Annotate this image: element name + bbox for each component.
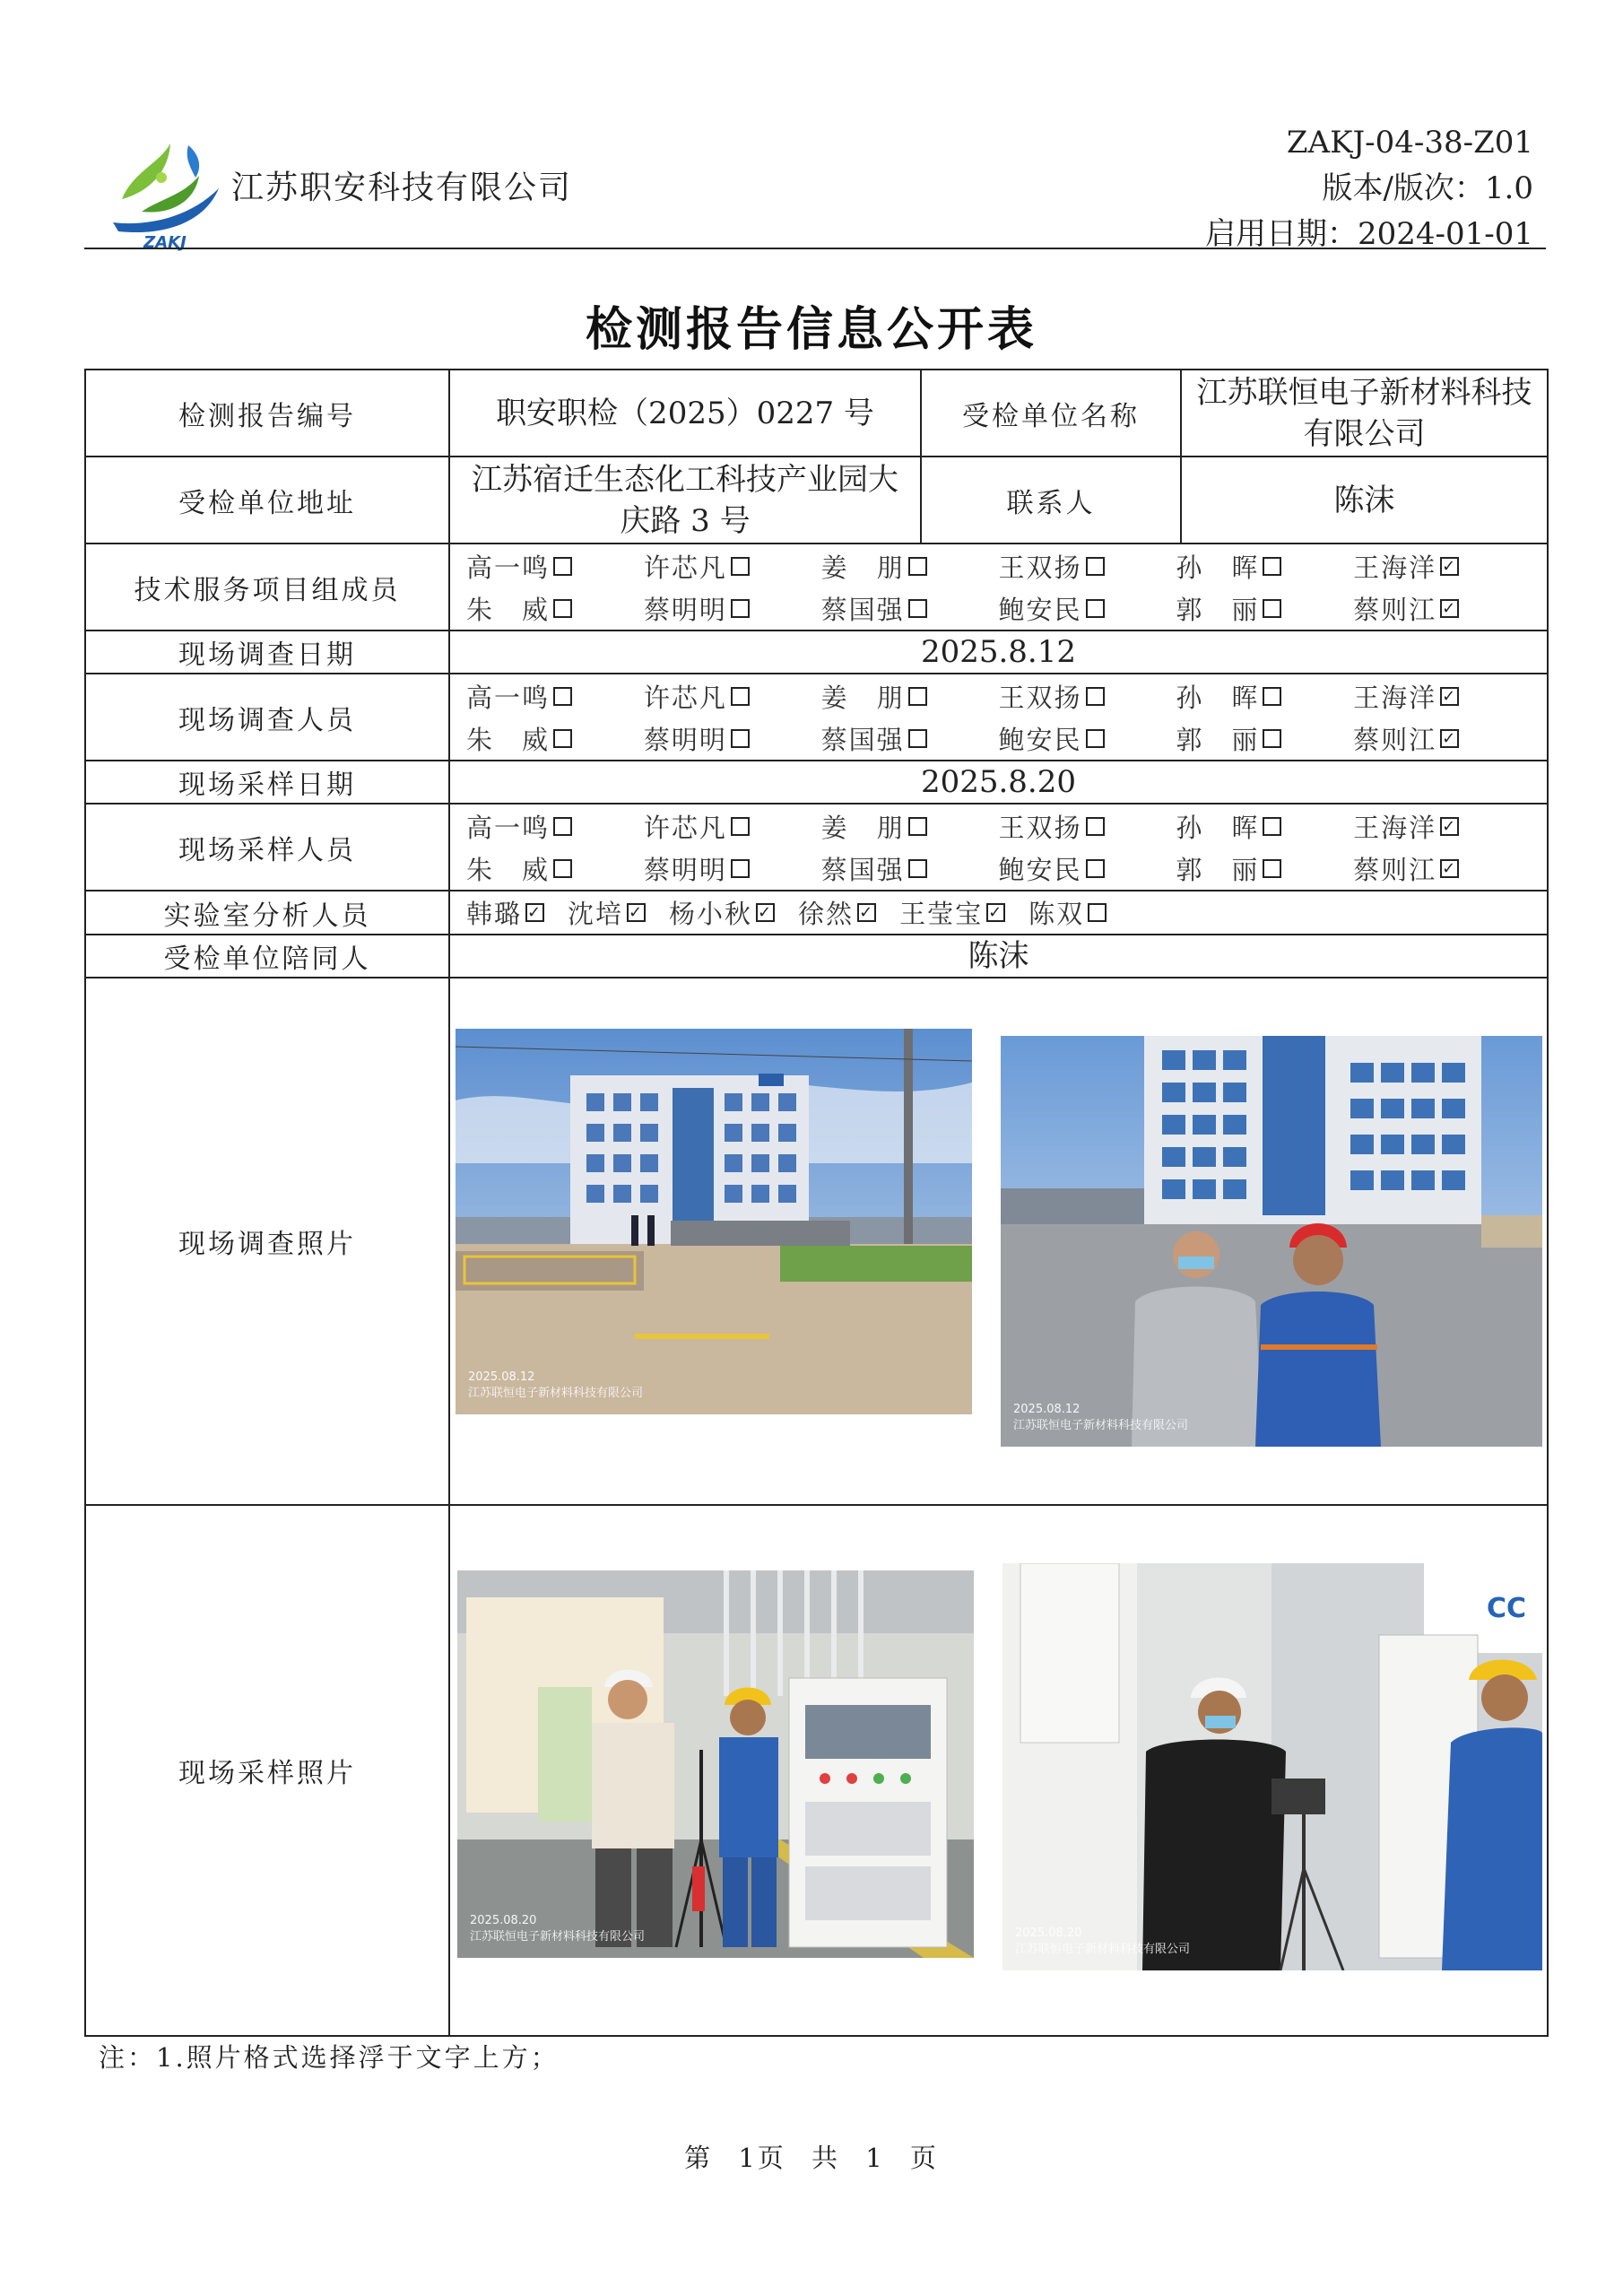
unchecked-box-icon[interactable] (1086, 599, 1105, 618)
person-name: 王双扬 (998, 812, 1082, 843)
person-entry (821, 850, 999, 887)
lab-staff-name: 徐然 (798, 899, 855, 929)
person-entry (1176, 678, 1353, 715)
row-survey-photos (85, 978, 1548, 1505)
unchecked-box-icon[interactable] (1086, 729, 1105, 748)
row-report-no (85, 370, 1548, 457)
person-entry (998, 850, 1176, 887)
checked-box-icon[interactable]: ✓ (1442, 858, 1458, 878)
person-entry (998, 548, 1176, 585)
person-name: 蔡则江 (1353, 854, 1437, 885)
person-entry (1353, 850, 1531, 887)
row-escort (85, 935, 1548, 978)
escort-label: 受检单位陪同人 (85, 935, 449, 978)
lab-staff-entry (669, 894, 775, 931)
person-name: 蔡明明 (643, 724, 727, 755)
sample-photo-closeup-image (1002, 1563, 1542, 1970)
row-survey-staff (85, 674, 1548, 761)
sample-photo-label: 现场采样照片 (85, 1505, 449, 2036)
svg-text:CC: CC (1487, 1593, 1527, 1624)
person-entry (821, 678, 999, 715)
unchecked-box-icon[interactable] (908, 729, 927, 748)
person-name: 鲍安民 (998, 724, 1082, 755)
row-team (85, 544, 1548, 631)
survey-staff (449, 674, 1548, 761)
footer-suffix: 页 (909, 2143, 939, 2173)
person-name: 高一鸣 (466, 682, 551, 713)
page-footer (0, 2138, 1623, 2175)
checked-box-icon[interactable]: ✓ (527, 903, 543, 922)
person-name: 许芯凡 (643, 552, 727, 583)
person-name: 蔡明明 (643, 854, 727, 885)
unit-name-label: 受检单位名称 (921, 370, 1181, 457)
report-no-label: 检测报告编号 (85, 370, 449, 457)
row-sample-date (85, 761, 1548, 804)
person-entry (821, 590, 999, 627)
report-no-value: 职安职检（2025）0227 号 (449, 370, 921, 457)
person-entry (466, 548, 644, 585)
lab-staff-name: 韩璐 (466, 899, 523, 929)
sample-photo-closeup (1002, 1563, 1542, 1970)
person-entry (644, 548, 821, 585)
person-name: 朱 威 (466, 594, 551, 625)
unchecked-box-icon[interactable] (1086, 557, 1105, 576)
person-name: 姜 朋 (820, 812, 905, 843)
person-name: 高一鸣 (466, 552, 551, 583)
person-name: 朱 威 (466, 724, 551, 755)
person-entry (466, 808, 644, 845)
checked-box-icon[interactable]: ✓ (1442, 728, 1458, 748)
survey-date-label: 现场调查日期 (85, 631, 449, 674)
team-label: 技术服务项目组成员 (85, 544, 449, 631)
person-name: 孙 晖 (1176, 552, 1260, 583)
lab-staff-entry (798, 894, 876, 931)
sample-photo-2-stamp: 2025.08.20 江苏联恒电子新材料科技有限公司 (1015, 1926, 1191, 1956)
person-name: 郭 丽 (1176, 594, 1260, 625)
unchecked-box-icon[interactable] (1263, 599, 1281, 618)
person-name: 蔡明明 (643, 594, 727, 625)
person-name: 孙 晖 (1176, 682, 1260, 713)
unchecked-box-icon[interactable] (908, 687, 927, 706)
person-entry (998, 808, 1176, 845)
lab-staff-entry (899, 894, 1005, 931)
person-entry (466, 850, 644, 887)
unit-address-label: 受检单位地址 (85, 457, 449, 544)
sample-staff (449, 804, 1548, 891)
unchecked-box-icon[interactable] (731, 557, 750, 576)
unchecked-box-icon[interactable] (908, 859, 927, 878)
person-entry (466, 590, 644, 627)
checked-box-icon[interactable]: ✓ (1442, 556, 1458, 576)
unchecked-box-icon[interactable] (553, 817, 572, 836)
checked-box-icon[interactable]: ✓ (1442, 686, 1458, 706)
person-name: 蔡则江 (1353, 594, 1437, 625)
person-entry (821, 720, 999, 757)
row-sample-photos (85, 1505, 1548, 2036)
survey-photo-1-stamp: 2025.08.12 江苏联恒电子新材料科技有限公司 (468, 1370, 644, 1400)
unchecked-box-icon[interactable] (553, 557, 572, 576)
lab-staff-name: 杨小秋 (669, 899, 753, 929)
person-name: 蔡则江 (1353, 724, 1437, 755)
person-entry (466, 720, 644, 757)
survey-date-value: 2025.8.12 (449, 631, 1548, 674)
person-name: 鲍安民 (998, 854, 1082, 885)
lab-staff-name: 沈培 (568, 899, 624, 929)
person-entry (1353, 590, 1531, 627)
survey-photo-label: 现场调查照片 (85, 978, 449, 1505)
unchecked-box-icon[interactable] (1088, 903, 1107, 922)
person-entry (1353, 808, 1531, 845)
person-name: 郭 丽 (1176, 724, 1260, 755)
unchecked-box-icon[interactable] (731, 859, 750, 878)
footer-total-pages: 1 (865, 2143, 885, 2173)
person-entry (998, 720, 1176, 757)
svg-text:ZAKJ: ZAKJ (143, 233, 187, 252)
contact-value: 陈沫 (1181, 457, 1548, 544)
person-entry (644, 678, 821, 715)
lab-staff-entry (568, 894, 646, 931)
survey-photo-building-image (456, 1029, 972, 1414)
unchecked-box-icon[interactable] (1263, 859, 1281, 878)
survey-photo-staff (1001, 1036, 1542, 1447)
disclosure-table (84, 369, 1549, 2037)
person-name: 王双扬 (998, 552, 1082, 583)
person-name: 王海洋 (1353, 552, 1437, 583)
contact-label: 联系人 (921, 457, 1181, 544)
person-name: 朱 威 (466, 854, 551, 885)
unchecked-box-icon[interactable] (553, 599, 572, 618)
person-name: 蔡国强 (820, 724, 905, 755)
survey-photo-cell (449, 978, 1548, 1505)
unchecked-box-icon[interactable] (553, 859, 572, 878)
person-entry (644, 850, 821, 887)
person-name: 孙 晖 (1176, 812, 1260, 843)
checked-box-icon[interactable]: ✓ (758, 903, 774, 922)
doc-code: ZAKJ-04-38-Z01 (1286, 125, 1533, 161)
person-entry (1176, 590, 1353, 627)
person-entry (998, 678, 1176, 715)
company-name: 江苏职安科技有限公司 (231, 170, 573, 206)
person-entry (1353, 548, 1531, 585)
person-name: 蔡国强 (820, 594, 905, 625)
person-entry (821, 808, 999, 845)
person-name: 郭 丽 (1176, 854, 1260, 885)
unchecked-box-icon[interactable] (1086, 817, 1105, 836)
unchecked-box-icon[interactable] (908, 557, 927, 576)
person-name: 许芯凡 (643, 682, 727, 713)
person-name: 王海洋 (1353, 682, 1437, 713)
row-lab-staff (85, 891, 1548, 935)
lab-staff-entry (466, 894, 544, 931)
lab-staff-name: 陈双 (1028, 899, 1085, 929)
checked-box-icon[interactable]: ✓ (1442, 816, 1458, 836)
unchecked-box-icon[interactable] (1263, 817, 1281, 836)
sample-staff-label: 现场采样人员 (85, 804, 449, 891)
person-entry (644, 590, 821, 627)
sample-photo-cabinet (457, 1570, 974, 1958)
person-entry (1353, 678, 1531, 715)
person-entry (1176, 720, 1353, 757)
doc-effective-date: 启用日期：2024-01-01 (1204, 216, 1533, 252)
escort-value: 陈沫 (449, 935, 1548, 978)
person-name: 王海洋 (1353, 812, 1437, 843)
unchecked-box-icon[interactable] (553, 687, 572, 706)
survey-staff-label: 现场调查人员 (85, 674, 449, 761)
sample-photo-cabinet-image (457, 1570, 974, 1958)
person-entry (1176, 850, 1353, 887)
unit-name-value: 江苏联恒电子新材料科技有限公司 (1181, 370, 1548, 457)
checked-box-icon[interactable]: ✓ (988, 903, 1004, 922)
person-entry (644, 808, 821, 845)
unchecked-box-icon[interactable] (1263, 729, 1281, 748)
sample-staff-grid (450, 808, 1547, 887)
person-name: 姜 朋 (820, 552, 905, 583)
person-entry (644, 720, 821, 757)
person-entry (1176, 548, 1353, 585)
unchecked-box-icon[interactable] (731, 599, 750, 618)
person-entry (998, 590, 1176, 627)
person-name: 鲍安民 (998, 594, 1082, 625)
footer-mid: 页 共 (757, 2143, 840, 2173)
lab-staff-label: 实验室分析人员 (85, 891, 449, 935)
sample-photo-cell (449, 1505, 1548, 2036)
lab-staff-name: 王莹宝 (899, 899, 984, 929)
person-name: 高一鸣 (466, 812, 551, 843)
sample-date-label: 现场采样日期 (85, 761, 449, 804)
person-name: 许芯凡 (643, 812, 727, 843)
checked-box-icon[interactable]: ✓ (1442, 598, 1458, 618)
unchecked-box-icon[interactable] (553, 729, 572, 748)
unchecked-box-icon[interactable] (731, 817, 750, 836)
unit-address-value: 江苏宿迁生态化工科技产业园大庆路 3 号 (449, 457, 921, 544)
survey-staff-grid (450, 678, 1547, 757)
footnote: 注：1.照片格式选择浮于文字上方； (99, 2042, 560, 2073)
survey-photo-building (456, 1029, 972, 1414)
lab-staff (449, 891, 1548, 935)
sample-photo-1-stamp: 2025.08.20 江苏联恒电子新材料科技有限公司 (470, 1914, 646, 1944)
team-members (449, 544, 1548, 631)
unchecked-box-icon[interactable] (1086, 687, 1105, 706)
unchecked-box-icon[interactable] (731, 729, 750, 748)
page-title: 检测报告信息公开表 (585, 302, 1037, 357)
header-divider (84, 248, 1546, 249)
footer-page-number: 1 (738, 2143, 758, 2173)
checked-box-icon[interactable]: ✓ (629, 903, 645, 922)
unchecked-box-icon[interactable] (908, 817, 927, 836)
lab-staff-entry (1028, 894, 1107, 931)
survey-photo-2-stamp: 2025.08.12 江苏联恒电子新材料科技有限公司 (1013, 1403, 1189, 1432)
checked-box-icon[interactable]: ✓ (859, 903, 875, 922)
survey-photo-staff-image (1001, 1036, 1542, 1447)
sample-date-value: 2025.8.20 (449, 761, 1548, 804)
person-entry (1353, 720, 1531, 757)
unchecked-box-icon[interactable] (731, 687, 750, 706)
person-name: 王双扬 (998, 682, 1082, 713)
unchecked-box-icon[interactable] (1086, 859, 1105, 878)
person-name: 蔡国强 (820, 854, 905, 885)
doc-version: 版本/版次：1.0 (1322, 170, 1533, 206)
lab-staff-list (450, 894, 1547, 931)
person-name: 姜 朋 (820, 682, 905, 713)
person-entry (821, 548, 999, 585)
row-sample-staff (85, 804, 1548, 891)
person-entry (1176, 808, 1353, 845)
row-unit-address (85, 457, 1548, 544)
document-meta (1205, 120, 1533, 257)
footer-prefix: 第 (684, 2143, 714, 2173)
unchecked-box-icon[interactable] (1263, 557, 1281, 576)
unchecked-box-icon[interactable] (908, 599, 927, 618)
row-survey-date (85, 631, 1548, 674)
unchecked-box-icon[interactable] (1263, 687, 1281, 706)
person-entry (466, 678, 644, 715)
company-logo (106, 136, 224, 253)
team-grid (450, 548, 1547, 627)
